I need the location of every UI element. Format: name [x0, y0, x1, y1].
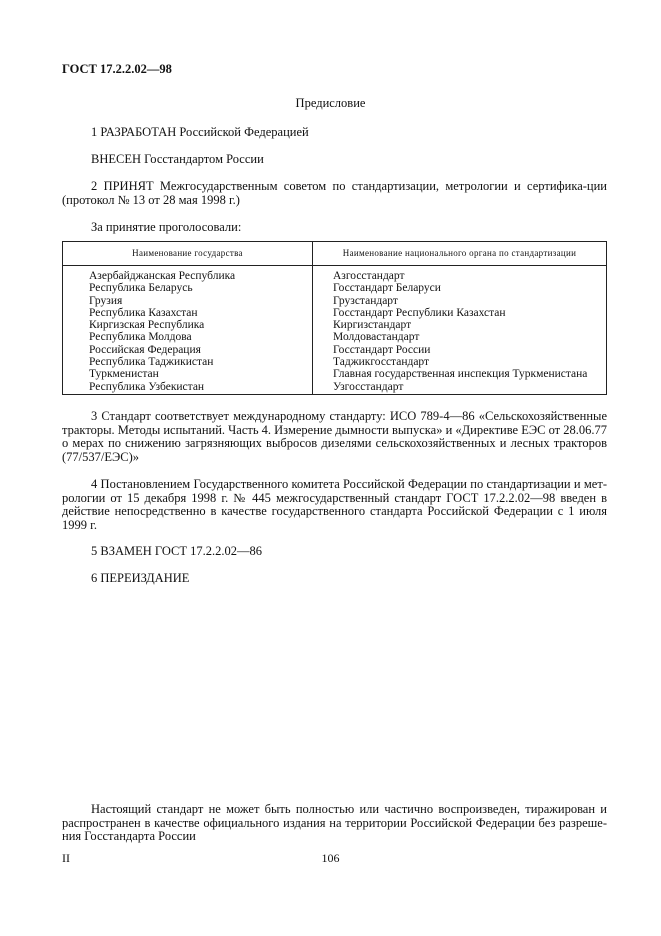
table-cell-state: Российская Федерация [89, 343, 201, 356]
copyright-notice: Настоящий стандарт не может быть полностью или частично воспроизведен, тиражирован и распространен в качестве официального издания на территории Российской Федерации без разреше-ния Госстандарта России [62, 802, 607, 843]
paragraph-replaces: 5 ВЗАМЕН ГОСТ 17.2.2.02—86 [91, 544, 262, 558]
paragraph-voted: За принятие проголосовали: [91, 220, 242, 234]
paragraph-resolution: 4 Постановлением Государственного комитета Российской Федерации по стандартизации и мет-рологии от 15 декабря 1998 г. № 445 межгосударственный стандарт ГОСТ 17.2.2.02—98 введен в действие непосредственно в качестве государственного стандарта Российской Федерации с 1 июля 1999 г. [62, 477, 607, 532]
paragraph-reissue: 6 ПЕРЕИЗДАНИЕ [91, 571, 190, 585]
state-list [89, 270, 235, 393]
paragraph-developed: 1 РАЗРАБОТАН Российской Федерацией [91, 125, 309, 139]
table-cell-body: Грузстандарт [333, 294, 398, 307]
table-cell-state: Республика Узбекистан [89, 380, 205, 393]
table-cell-state: Республика Молдова [89, 331, 192, 344]
page-title: Предисловие [295, 96, 366, 110]
paragraph-introduced: ВНЕСЕН Госстандартом России [91, 152, 264, 166]
table-cell-state: Туркменистан [89, 368, 159, 381]
footer-roman-numeral: II [62, 851, 70, 865]
table-cell-state: Грузия [89, 294, 123, 307]
table-cell-body: Госстандарт Беларуси [333, 282, 441, 295]
table-cell-state: Республика Таджикистан [89, 356, 214, 369]
table-cell-body: Главная государственная инспекция Туркменистана [333, 368, 588, 381]
paragraph-conformity: 3 Стандарт соответствует международному стандарту: ИСО 789-4—86 «Сельскохозяйственные тракторы. Методы испытаний. Часть 4. Измерение дымности выпуска» и «Директиве ЕЭС от 28.06.77 о мерах по снижению загрязняющих выбросов дизелями сельскохозяйственных и лесных тракторов (77/537/ЕЭС)» [62, 409, 608, 464]
paragraph-adopted: 2 ПРИНЯТ Межгосударственным советом по стандартизации, метрологии и сертифика-ции (протокол № 13 от 28 мая 1998 г.) [62, 179, 607, 207]
document-code: ГОСТ 17.2.2.02—98 [62, 62, 172, 76]
table-header-body: Наименование национального органа по стандартизации [342, 248, 577, 258]
table-cell-state: Азербайджанская Республика [89, 270, 236, 282]
table-cell-body: Госстандарт России [333, 343, 431, 356]
table-header-divider [63, 265, 606, 266]
table-header-state: Наименование государства [132, 248, 243, 258]
table-cell-body: Молдовастандарт [333, 331, 420, 344]
table-cell-state: Республика Беларусь [89, 282, 193, 295]
table-cell-body: Госстандарт Республики Казахстан [333, 306, 506, 319]
table-cell-state: Киргизская Республика [89, 319, 205, 332]
table-cell-body: Киргизстандарт [333, 319, 412, 332]
table-cell-body: Узгосстандарт [333, 380, 404, 393]
body-list [333, 270, 587, 393]
page-number: 106 [321, 851, 340, 865]
table-cell-body: Таджикгосстандарт [333, 356, 430, 369]
voting-table [62, 241, 607, 395]
table-cell-body: Азгосстандарт [333, 270, 405, 282]
table-cell-state: Республика Казахстан [89, 306, 198, 319]
